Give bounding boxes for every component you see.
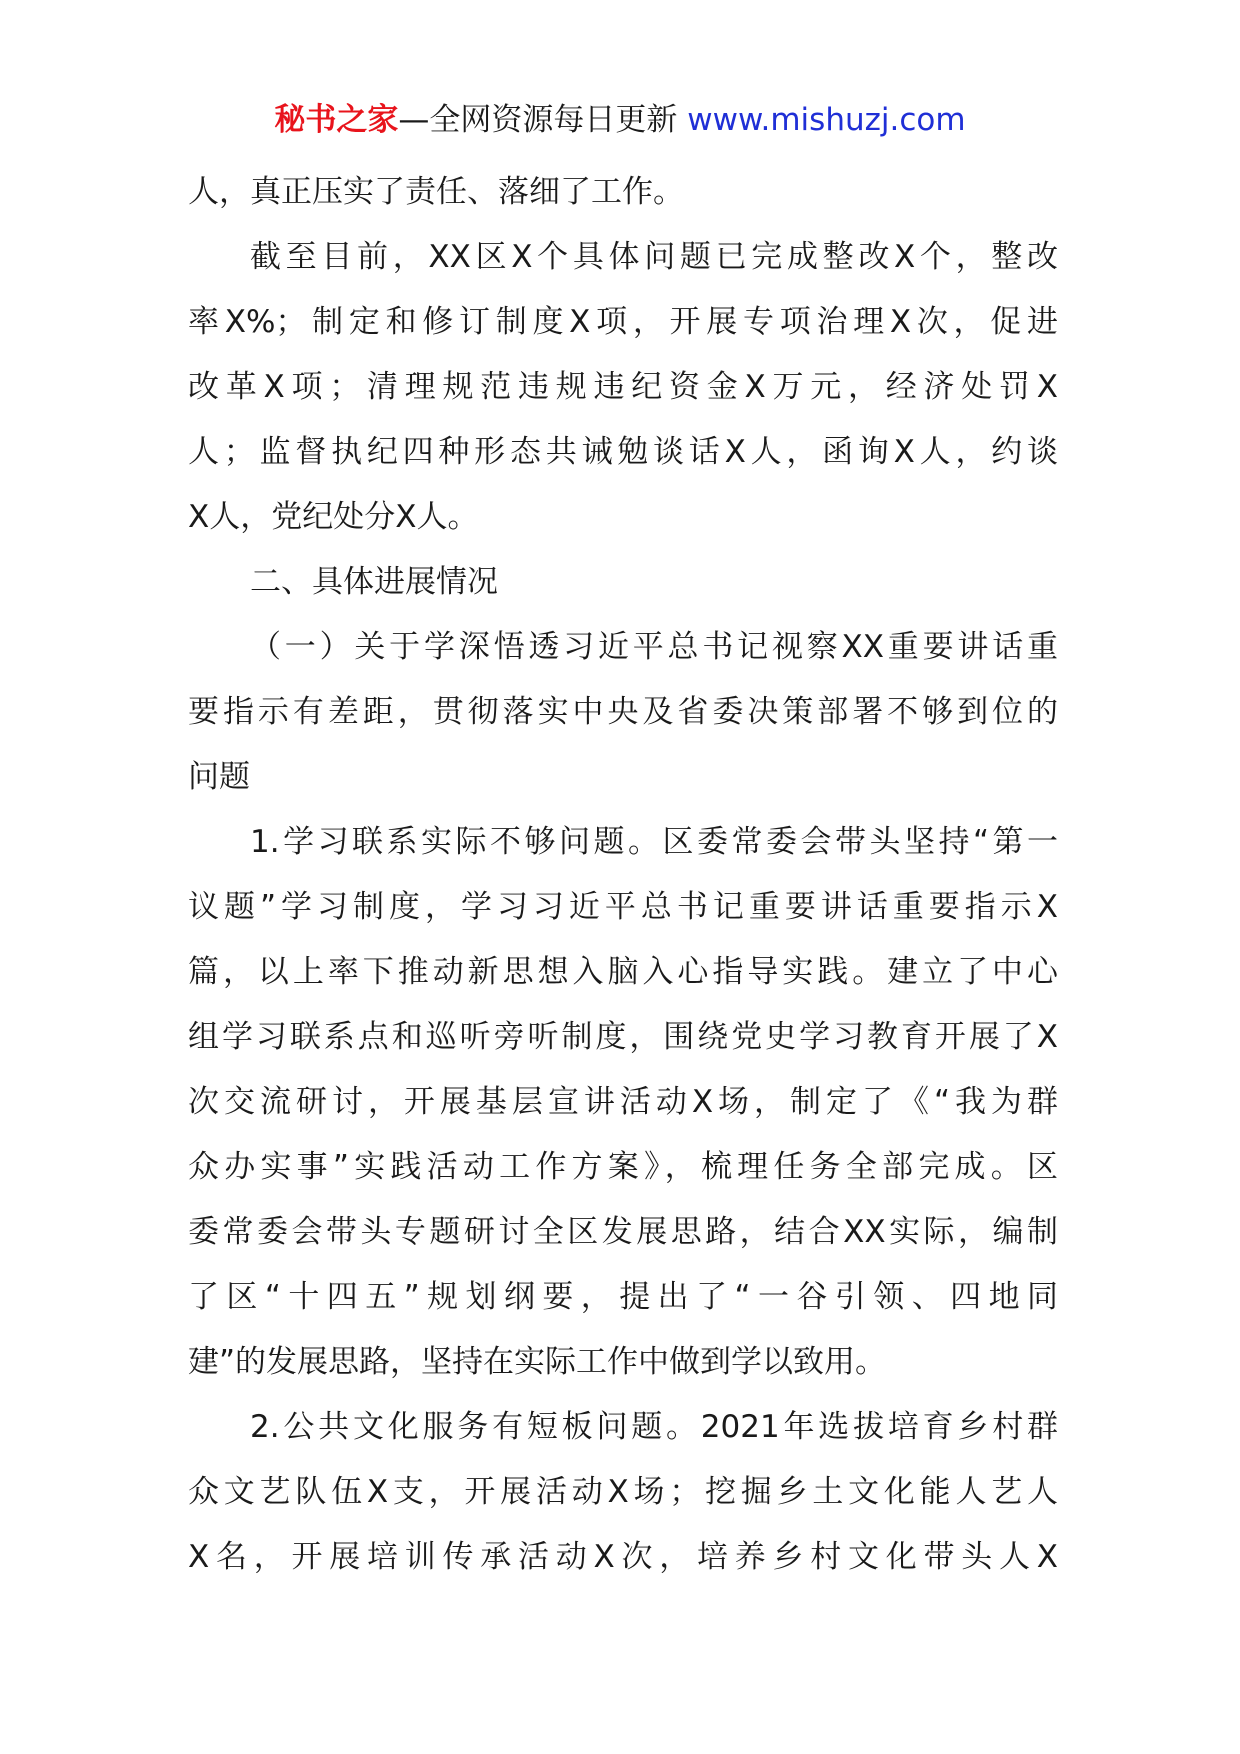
header-slogan: —全网资源每日更新 [398,102,678,138]
text-line: 截至目前，XX区X个具体问题已完成整改X个，整改 [250,239,1058,275]
text-line: X名，开展培训传承活动X次，培养乡村文化带头人X [188,1539,1058,1575]
text-line: 委常委会带头专题研讨全区发展思路，结合XX实际，编制 [188,1214,1058,1250]
text-line: 众办实事”实践活动工作方案》，梳理任务全部完成。区 [188,1149,1058,1185]
brand-name: 秘书之家 [274,102,399,138]
text-line: 人；监督执纪四种形态共诫勉谈话X人，函询X人，约谈 [188,434,1058,470]
text-line: 建”的发展思路，坚持在实际工作中做到学以致用。 [188,1344,887,1380]
text-line: 率X%；制定和修订制度X项，开展专项治理X次，促进 [188,304,1058,340]
text-line: 次交流研讨，开展基层宣讲活动X场，制定了《“我为群 [188,1084,1058,1120]
text-line: 人，真正压实了责任、落细了工作。 [188,174,684,210]
text-line: 1.学习联系实际不够问题。区委常委会带头坚持“第一 [250,824,1058,860]
page-header [0,100,1240,140]
text-line: （一）关于学深悟透习近平总书记视察XX重要讲话重 [250,629,1058,665]
text-line: 改革X项；清理规范违规违纪资金X万元，经济处罚X [188,369,1058,405]
text-line: 要指示有差距，贯彻落实中央及省委决策部署不够到位的 [188,694,1058,730]
text-line: X人，党纪处分X人。 [188,499,479,535]
website-url[interactable]: www.mishuzj.com [687,102,966,138]
document-body [188,160,1058,1590]
text-line: 篇，以上率下推动新思想入脑入心指导实践。建立了中心 [188,954,1058,990]
text-line: 众文艺队伍X支，开展活动X场；挖掘乡土文化能人艺人 [188,1474,1058,1510]
text-line: 了区“十四五”规划纲要，提出了“一谷引领、四地同 [188,1279,1058,1315]
text-line: 议题”学习制度，学习习近平总书记重要讲话重要指示X [188,889,1058,925]
text-line: 组学习联系点和巡听旁听制度，围绕党史学习教育开展了X [188,1019,1058,1055]
text-line: 问题 [188,759,250,795]
text-line: 2.公共文化服务有短板问题。2021年选拔培育乡村群 [250,1409,1058,1445]
text-line: 二、具体进展情况 [250,564,498,600]
